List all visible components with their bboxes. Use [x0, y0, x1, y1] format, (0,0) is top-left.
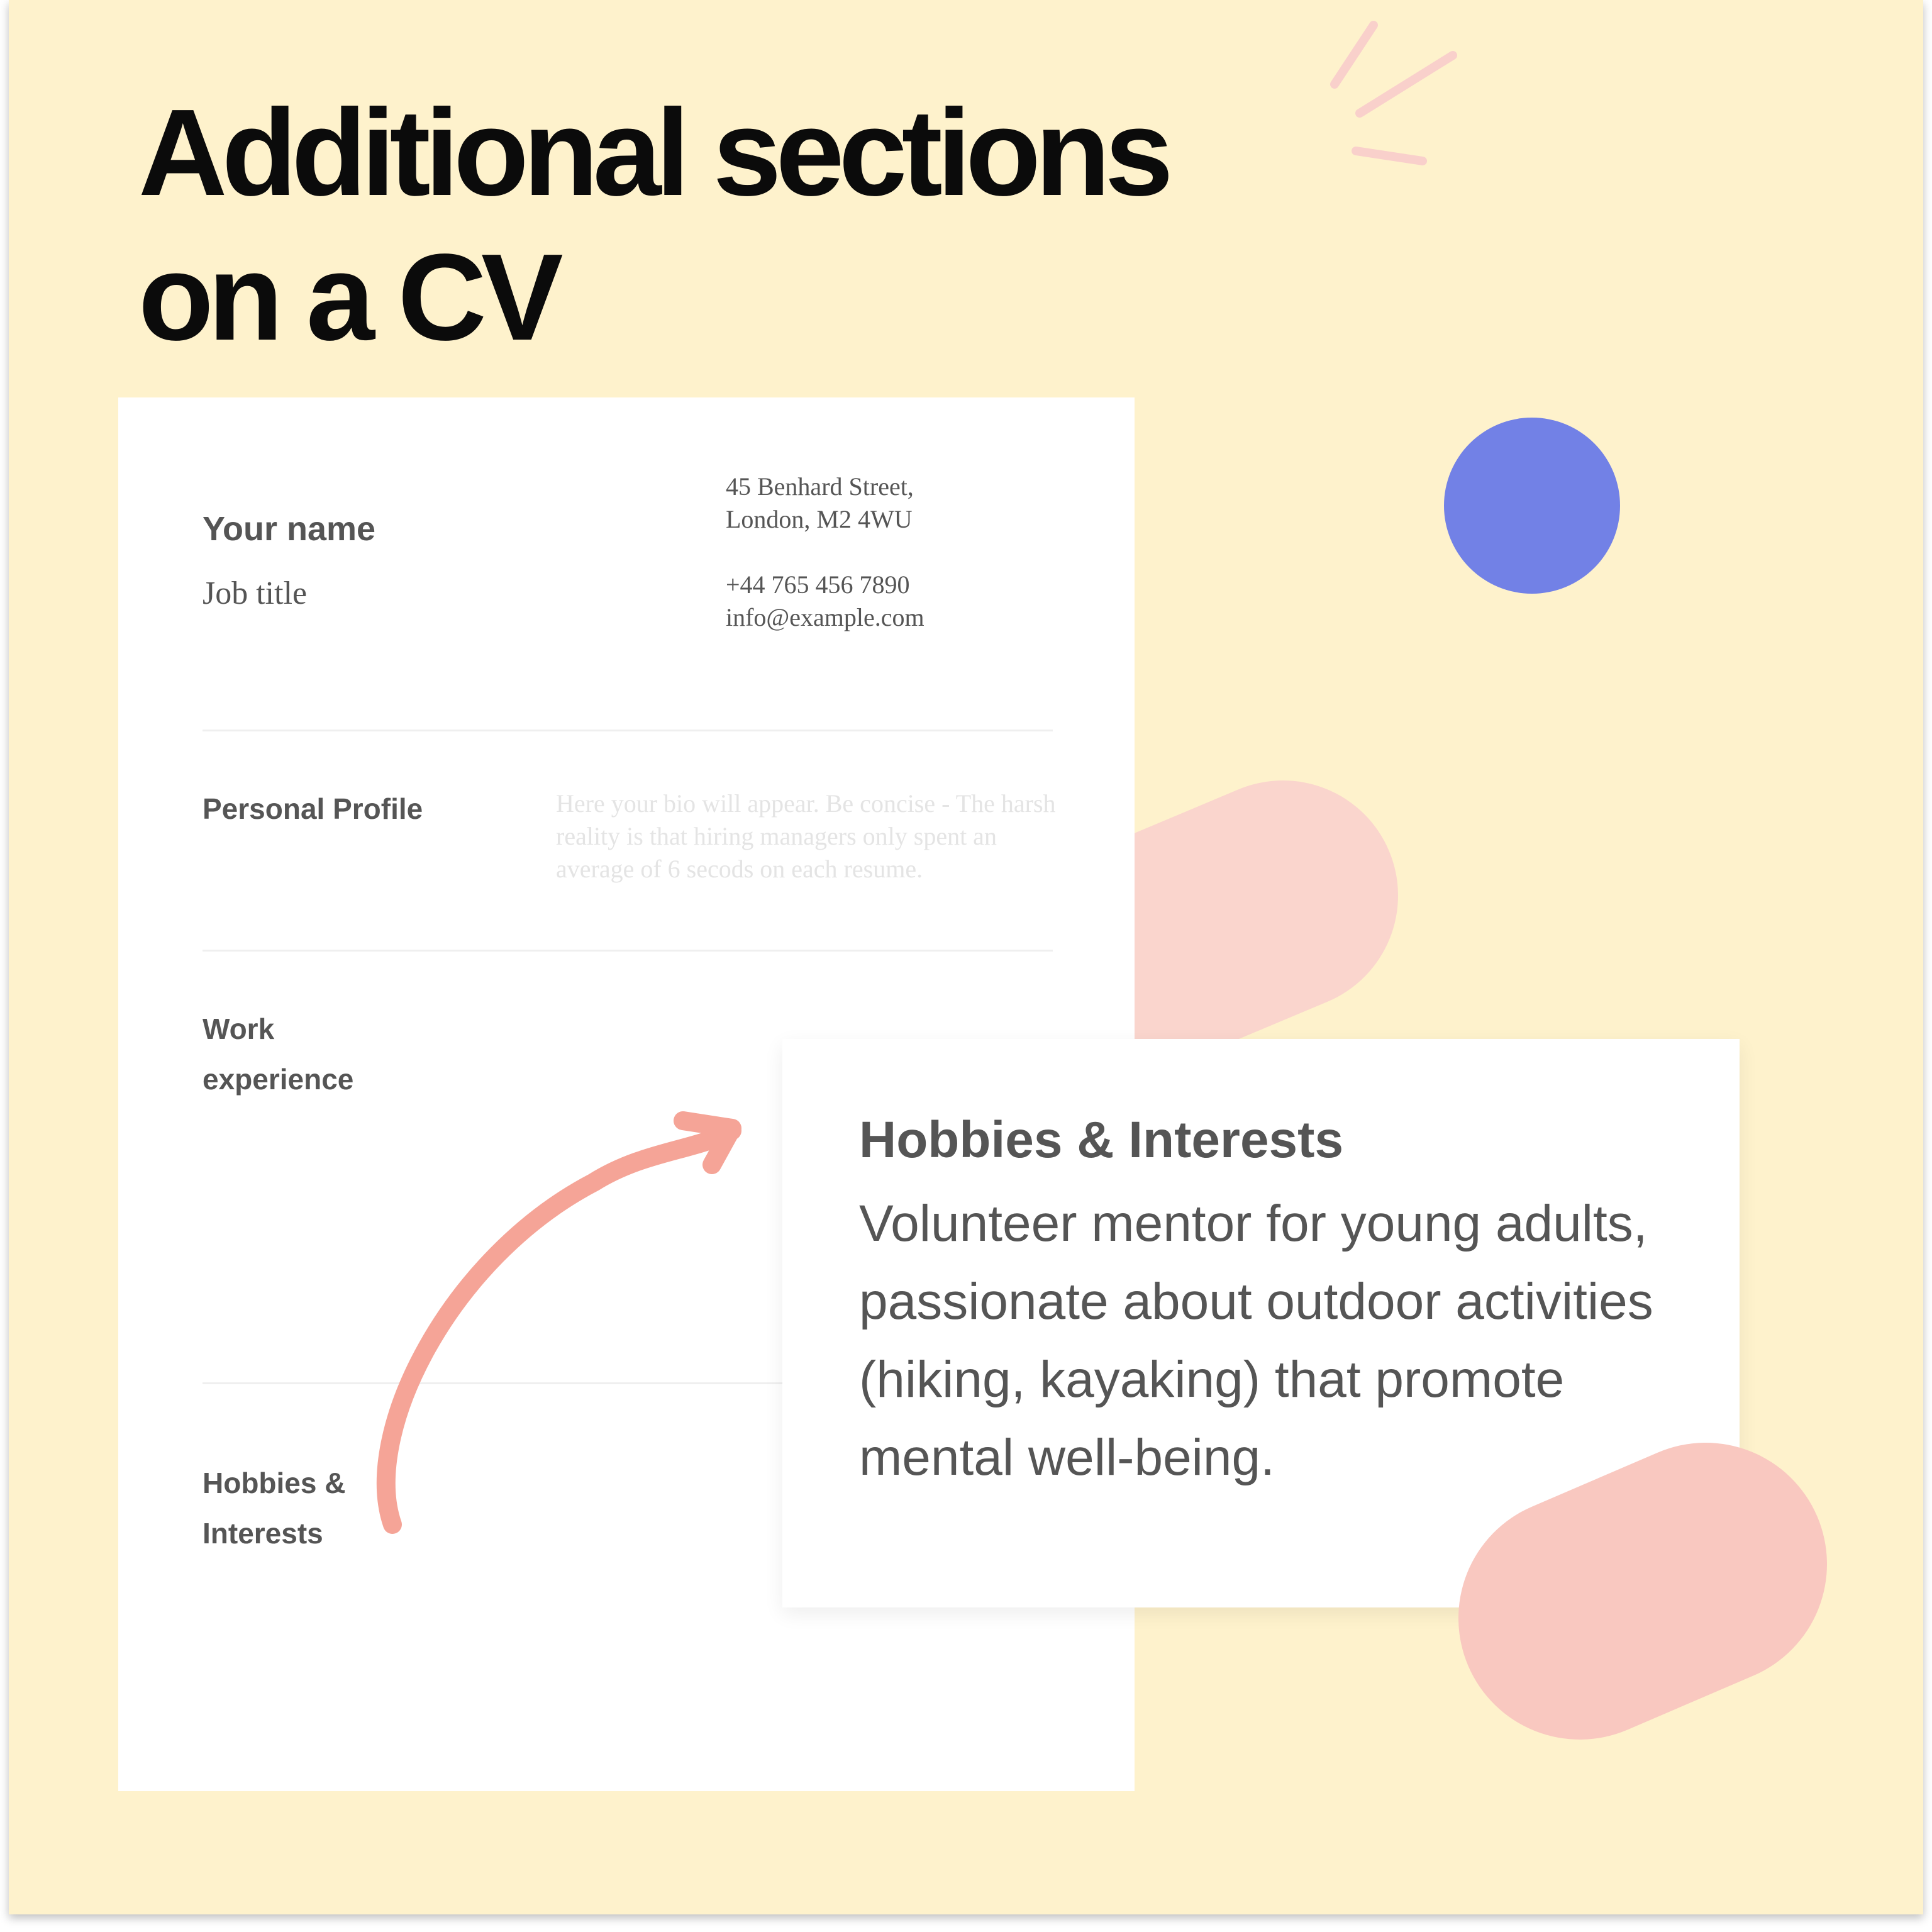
sparkle-lines-icon [1317, 13, 1493, 176]
cv-divider [203, 950, 1053, 952]
cv-section-profile: Personal Profile [203, 792, 423, 825]
callout-heading: Hobbies & Interests [859, 1111, 1344, 1169]
callout-body: Volunteer mentor for young adults, passionate about outdoor activities (hiking, kayaking) that promote mental well-being. [859, 1195, 1653, 1486]
cv-address [726, 470, 914, 536]
cv-address-line-1: 45 Benhard Street, [726, 472, 914, 501]
cv-name: Your name [203, 510, 376, 548]
title-line-2: on a CV [138, 228, 558, 366]
cv-section-hobbies: Hobbies & Interests [203, 1467, 346, 1550]
cv-divider [203, 730, 1053, 731]
cv-profile-text: Here your bio will appear. Be concise - The harsh reality is that hiring managers only spent an average of 6 secods on each resume. [556, 789, 1056, 883]
poster-canvas [9, 0, 1923, 1914]
page-title [138, 80, 1168, 370]
cv-job-title: Job title [203, 575, 308, 611]
cv-section-work: Work experience [203, 1013, 354, 1096]
blue-dot [1443, 416, 1621, 595]
cv-email: info@example.com [726, 603, 924, 631]
cv-address-line-2: London, M2 4WU [726, 505, 913, 533]
pink-pill-lower [1436, 1421, 1864, 1761]
cv-phone: +44 765 456 7890 [726, 570, 910, 599]
cv-contact [726, 569, 924, 634]
title-line-1: Additional sections [138, 84, 1168, 221]
